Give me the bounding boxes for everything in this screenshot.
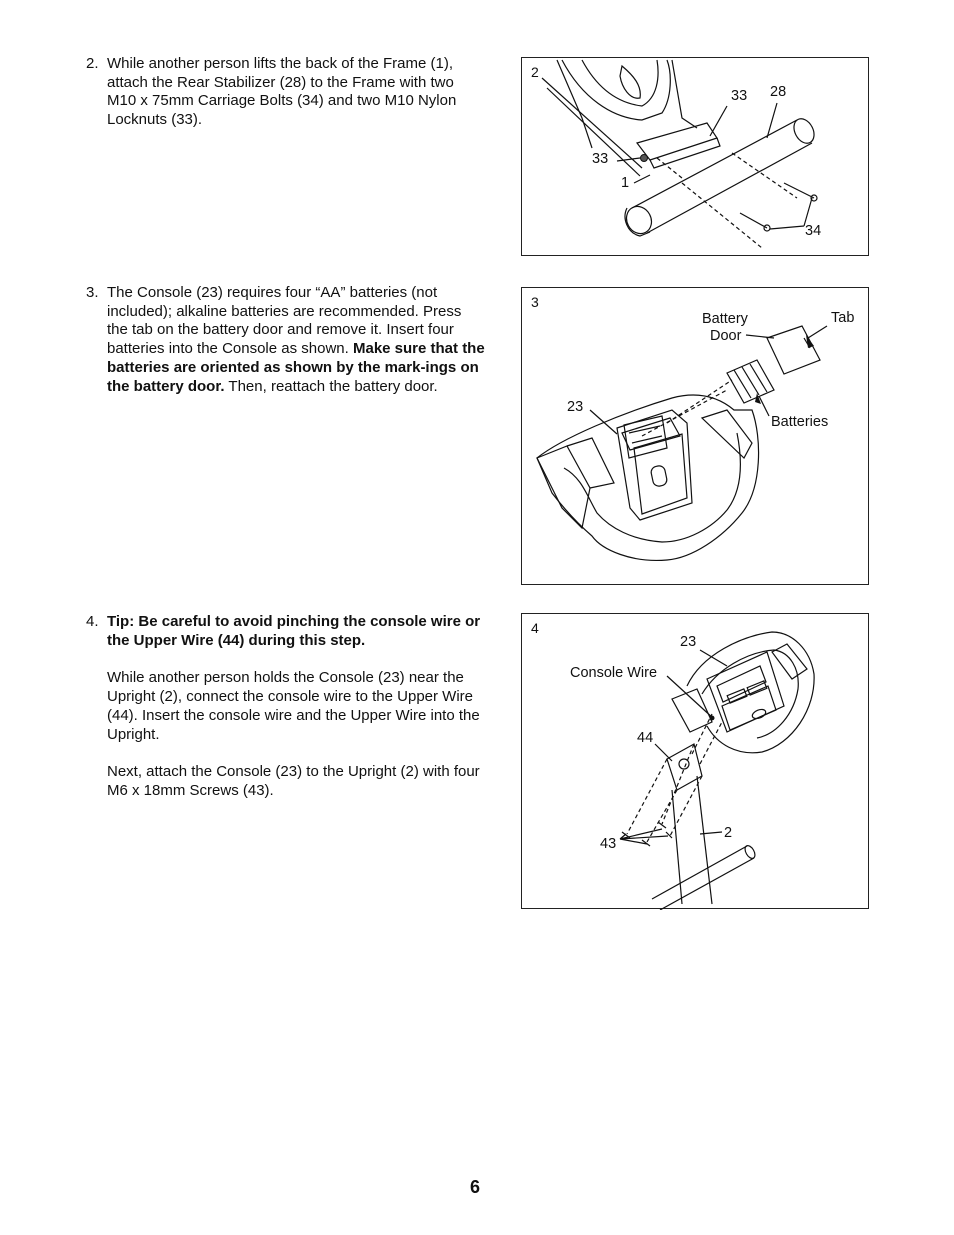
label-33: 33 bbox=[731, 88, 748, 104]
label-43: 43 bbox=[600, 836, 617, 852]
label-1: 1 bbox=[621, 175, 630, 191]
figure-4 bbox=[521, 613, 869, 909]
step-2 bbox=[86, 55, 486, 130]
figure-2 bbox=[521, 57, 869, 256]
figure-number: 4 bbox=[531, 620, 539, 636]
step-text: While another person holds the Console (23) near the Upright (2), connect the console wire to the Upper Wire (44). Insert the console wire and the Upper Wire into the Upright. bbox=[107, 669, 480, 743]
label-23: 23 bbox=[680, 634, 697, 650]
label-door: Door bbox=[710, 328, 742, 344]
step-tip bbox=[107, 613, 486, 650]
label-battery: Battery bbox=[702, 311, 748, 327]
label-batteries: Batteries bbox=[771, 414, 829, 430]
step-number: 2. bbox=[86, 55, 99, 72]
figure-3-drawing bbox=[522, 288, 870, 586]
step-number: 4. bbox=[86, 613, 99, 630]
step-3 bbox=[86, 284, 486, 396]
step-text-part: Then, reattach the battery door. bbox=[224, 377, 438, 395]
figure-number: 2 bbox=[531, 64, 539, 80]
step-text bbox=[107, 284, 486, 396]
label-tab: Tab bbox=[831, 310, 855, 326]
label-44: 44 bbox=[637, 730, 654, 746]
page-number: 6 bbox=[470, 1177, 481, 1197]
label-23: 23 bbox=[567, 399, 584, 415]
figure-number: 3 bbox=[531, 294, 539, 310]
label-34: 34 bbox=[805, 223, 822, 239]
step-tip-text: Tip: Be careful to avoid pinching the console wire or the Upper Wire (44) during this step. bbox=[107, 613, 481, 649]
step-number: 3. bbox=[86, 284, 99, 301]
label-console-wire: Console Wire bbox=[570, 665, 658, 681]
step-4 bbox=[86, 613, 486, 801]
figure-3 bbox=[521, 287, 869, 585]
label-2: 2 bbox=[724, 825, 733, 841]
label-28: 28 bbox=[770, 84, 787, 100]
step-text: While another person lifts the back of the Frame (1), attach the Rear Stabilizer (28) to the Frame with two M10 x 75mm Carriage Bolts (34) and two M10 Nylon Locknuts (33). bbox=[107, 55, 457, 129]
figure-4-drawing bbox=[522, 614, 870, 910]
step-text: Next, attach the Console (23) to the Upright (2) with four M6 x 18mm Screws (43). bbox=[107, 763, 480, 799]
step-warning: Make sure that the batteries are oriented as shown by the mark-ings on the battery door. bbox=[107, 340, 485, 395]
label-33: 33 bbox=[592, 151, 609, 167]
step-text-part: The Console (23) requires four “AA” batteries (not included); alkaline batteries are recommended. Press the tab on the battery door and remove it. Insert four batteries into the Console as shown. bbox=[107, 284, 462, 358]
